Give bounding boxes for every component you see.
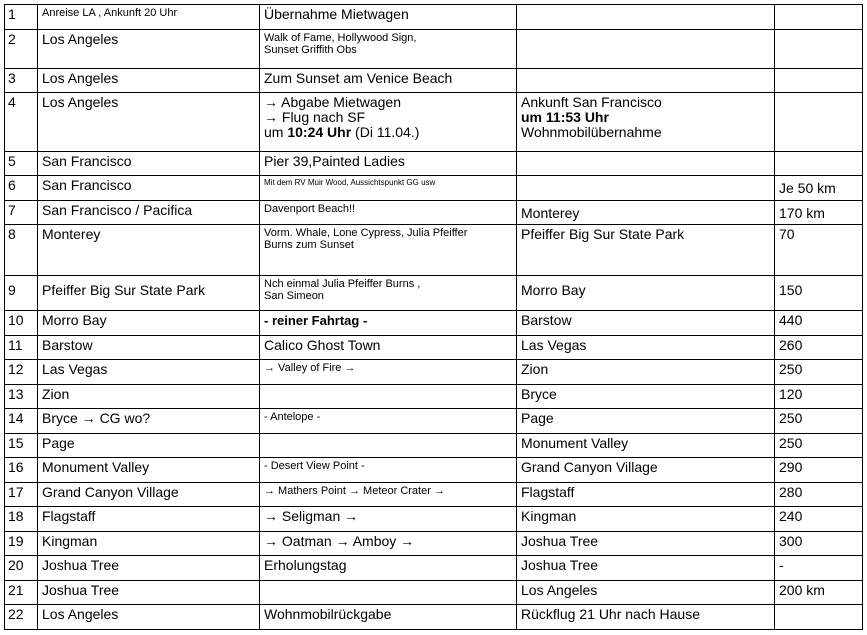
- table-row: [5, 458, 863, 483]
- day-activity: [260, 385, 517, 409]
- activity-date: (Di 11.04.): [351, 124, 420, 140]
- day-number: 11: [5, 336, 38, 360]
- day-activity: Erholungstag: [260, 556, 517, 581]
- day-activity: Davenport Beach!!: [260, 201, 517, 225]
- day-location: Morro Bay: [38, 311, 260, 336]
- table-row: [5, 225, 863, 276]
- day-distance: [775, 30, 863, 69]
- day-number: 7: [5, 201, 38, 225]
- day-destination: Morro Bay: [517, 276, 775, 311]
- day-location: Anreise LA , Ankunft 20 Uhr: [38, 5, 260, 30]
- day-location: San Francisco: [38, 152, 260, 176]
- day-distance: 200 km: [775, 581, 863, 605]
- day-number: 6: [5, 176, 38, 201]
- day-distance: 260: [775, 336, 863, 360]
- day-destination: Monterey: [517, 201, 775, 225]
- activity-line: Walk of Fame, Hollywood Sign,: [264, 32, 417, 44]
- day-location: Kingman: [38, 532, 260, 556]
- day-activity: Übernahme Mietwagen: [260, 5, 517, 30]
- day-destination: Monument Valley: [517, 434, 775, 458]
- day-distance: 440: [775, 311, 863, 336]
- day-activity: Calico Ghost Town: [260, 336, 517, 360]
- table-row: [5, 434, 863, 458]
- day-destination: Flagstaff: [517, 483, 775, 507]
- table-row: [5, 69, 863, 93]
- table-row: [5, 581, 863, 605]
- day-activity: → Valley of Fire →: [260, 360, 517, 385]
- table-row: [5, 605, 863, 630]
- day-activity: - reiner Fahrtag -: [260, 311, 517, 336]
- day-number: 3: [5, 69, 38, 93]
- day-activity: [260, 581, 517, 605]
- day-distance: 170 km: [775, 201, 863, 225]
- day-number: 2: [5, 30, 38, 69]
- day-number: 18: [5, 507, 38, 532]
- day-location: San Francisco: [38, 176, 260, 201]
- day-location: Flagstaff: [38, 507, 260, 532]
- day-destination: Bryce: [517, 385, 775, 409]
- day-activity: [260, 225, 517, 276]
- day-destination: Zion: [517, 360, 775, 385]
- day-destination: [517, 30, 775, 69]
- day-number: 12: [5, 360, 38, 385]
- destination-line: Wohnmobilübernahme: [521, 124, 662, 140]
- day-distance: [775, 5, 863, 30]
- day-distance: 280: [775, 483, 863, 507]
- activity-line: → Flug nach SF: [264, 109, 366, 125]
- activity-line: [264, 125, 513, 140]
- day-location: Los Angeles: [38, 605, 260, 630]
- day-distance: [775, 605, 863, 630]
- table-row: [5, 311, 863, 336]
- day-distance: 240: [775, 507, 863, 532]
- day-number: 22: [5, 605, 38, 630]
- itinerary-table: [4, 4, 863, 630]
- day-distance: [775, 69, 863, 93]
- table-row: [5, 93, 863, 152]
- day-destination: Rückflug 21 Uhr nach Hause: [517, 605, 775, 630]
- day-location: Joshua Tree: [38, 581, 260, 605]
- day-destination: [517, 176, 775, 201]
- table-row: [5, 276, 863, 311]
- day-number: 5: [5, 152, 38, 176]
- table-row: [5, 152, 863, 176]
- day-number: 14: [5, 409, 38, 434]
- day-location: Monument Valley: [38, 458, 260, 483]
- day-location: Grand Canyon Village: [38, 483, 260, 507]
- table-row: [5, 385, 863, 409]
- day-distance: 250: [775, 409, 863, 434]
- day-destination: Kingman: [517, 507, 775, 532]
- day-location: Barstow: [38, 336, 260, 360]
- day-destination: Barstow: [517, 311, 775, 336]
- day-number: 1: [5, 5, 38, 30]
- day-activity: → Seligman →: [260, 507, 517, 532]
- activity-text: um: [264, 124, 288, 140]
- day-number: 10: [5, 311, 38, 336]
- day-distance: 290: [775, 458, 863, 483]
- activity-line: → Abgabe Mietwagen: [264, 94, 401, 110]
- destination-line: Ankunft San Francisco: [521, 94, 662, 110]
- table-row: [5, 336, 863, 360]
- table-row: [5, 556, 863, 581]
- day-activity: [260, 93, 517, 152]
- day-distance: [775, 93, 863, 152]
- day-activity: Pier 39,Painted Ladies: [260, 152, 517, 176]
- day-number: 19: [5, 532, 38, 556]
- day-distance: 150: [775, 276, 863, 311]
- day-number: 13: [5, 385, 38, 409]
- flight-time: 10:24 Uhr: [287, 124, 352, 140]
- day-distance: 120: [775, 385, 863, 409]
- activity-line: Burns zum Sunset: [264, 239, 354, 251]
- day-destination: Grand Canyon Village: [517, 458, 775, 483]
- activity-line: Sunset Griffith Obs: [264, 44, 357, 56]
- day-number: 4: [5, 93, 38, 152]
- day-destination: Page: [517, 409, 775, 434]
- day-activity: Zum Sunset am Venice Beach: [260, 69, 517, 93]
- table-row: [5, 176, 863, 201]
- arrival-time: um 11:53 Uhr: [521, 109, 609, 125]
- day-distance: 70: [775, 225, 863, 276]
- table-row: [5, 483, 863, 507]
- day-activity: → Mathers Point → Meteor Crater →: [260, 483, 517, 507]
- day-activity: Wohnmobilrückgabe: [260, 605, 517, 630]
- day-activity: [260, 30, 517, 69]
- day-location: Page: [38, 434, 260, 458]
- day-destination: [517, 69, 775, 93]
- day-destination: [517, 5, 775, 30]
- day-location: Joshua Tree: [38, 556, 260, 581]
- day-activity: → Oatman → Amboy →: [260, 532, 517, 556]
- day-activity: - Antelope -: [260, 409, 517, 434]
- day-number: 21: [5, 581, 38, 605]
- day-activity: [260, 434, 517, 458]
- day-destination: Los Angeles: [517, 581, 775, 605]
- day-location: Bryce → CG wo?: [38, 409, 260, 434]
- day-location: Los Angeles: [38, 30, 260, 69]
- table-row: [5, 5, 863, 30]
- table-row: [5, 409, 863, 434]
- day-distance: 300: [775, 532, 863, 556]
- day-number: 20: [5, 556, 38, 581]
- day-location: San Francisco / Pacifica: [38, 201, 260, 225]
- day-destination: Joshua Tree: [517, 556, 775, 581]
- day-number: 16: [5, 458, 38, 483]
- activity-line: Vorm. Whale, Lone Cypress, Julia Pfeiffer: [264, 227, 468, 239]
- day-distance: 250: [775, 360, 863, 385]
- day-location: Monterey: [38, 225, 260, 276]
- day-destination: [517, 93, 775, 152]
- day-destination: Las Vegas: [517, 336, 775, 360]
- table-row: [5, 360, 863, 385]
- table-row: [5, 201, 863, 225]
- day-location: Los Angeles: [38, 69, 260, 93]
- day-distance: Je 50 km: [775, 176, 863, 201]
- day-activity: [260, 276, 517, 311]
- day-activity: - Desert View Point -: [260, 458, 517, 483]
- day-distance: 250: [775, 434, 863, 458]
- day-location: Los Angeles: [38, 93, 260, 152]
- activity-line: San Simeon: [264, 290, 324, 302]
- table-row: [5, 532, 863, 556]
- day-destination: Joshua Tree: [517, 532, 775, 556]
- day-location: Zion: [38, 385, 260, 409]
- day-number: 17: [5, 483, 38, 507]
- day-destination: Pfeiffer Big Sur State Park: [517, 225, 775, 276]
- day-number: 8: [5, 225, 38, 276]
- day-location: Las Vegas: [38, 360, 260, 385]
- day-distance: -: [775, 556, 863, 581]
- activity-line: Nch einmal Julia Pfeiffer Burns ,: [264, 278, 421, 290]
- day-location: Pfeiffer Big Sur State Park: [38, 276, 260, 311]
- day-activity: Mit dem RV Muir Wood, Aussichtspunkt GG usw: [260, 176, 517, 201]
- day-distance: [775, 152, 863, 176]
- day-number: 15: [5, 434, 38, 458]
- day-number: 9: [5, 276, 38, 311]
- table-row: [5, 507, 863, 532]
- table-row: [5, 30, 863, 69]
- day-destination: [517, 152, 775, 176]
